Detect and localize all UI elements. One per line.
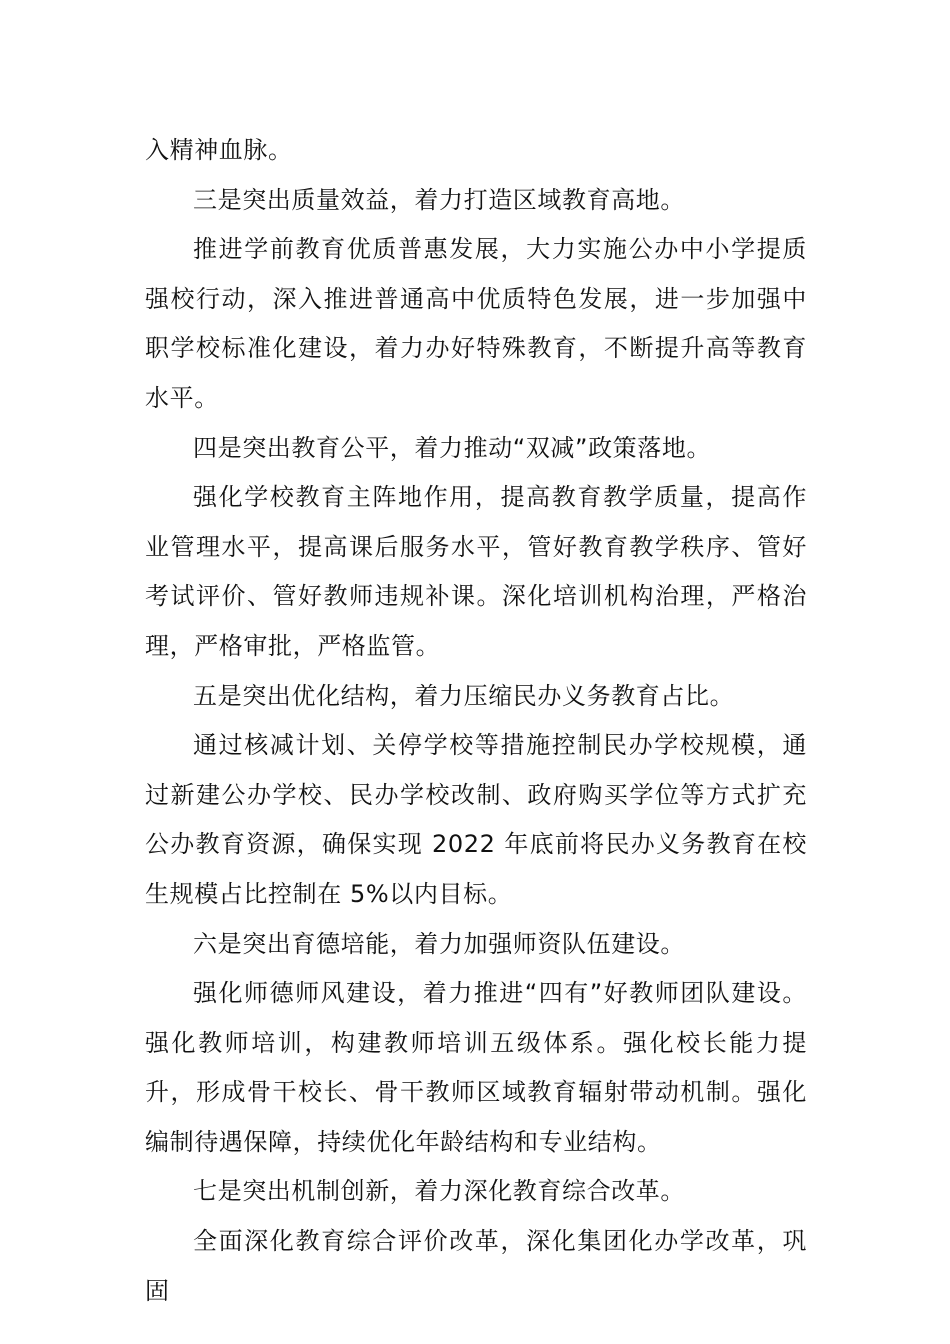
paragraph-structure: 通过核减计划、关停学校等措施控制民办学校规模，通过新建公办学校、民办学校改制、政府购买学位等方式扩充公办教育资源，确保实现 2022 年底前将民办义务教育在校生规模占比控制在 5%以内目标。 (145, 731, 807, 908)
section-heading-4: 四是突出教育公平，着力推动“双减”政策落地。 (193, 433, 712, 462)
paragraph-quality: 推进学前教育优质普惠发展，大力实施公办中小学提质强校行动，深入推进普通高中优质特色发展，进一步加强中职学校标准化建设，着力办好特殊教育，不断提升高等教育水平。 (145, 235, 807, 412)
document-body (145, 126, 807, 1316)
section-heading-7: 七是突出机制创新，着力深化教育综合改革。 (193, 1177, 685, 1206)
paragraph-equity: 强化学校教育主阵地作用，提高教育教学质量，提高作业管理水平，提高课后服务水平，管好教育教学秩序、管好考试评价、管好教师违规补课。深化培训机构治理，严格治理，严格审批，严格监管。 (145, 483, 807, 660)
paragraph-teachers: 强化师德师风建设，着力推进“四有”好教师团队建设。强化教师培训，构建教师培训五级体系。强化校长能力提升，形成骨干校长、骨干教师区域教育辐射带动机制。强化编制待遇保障，持续优化年龄结构和专业结构。 (145, 979, 807, 1156)
paragraph-reform: 全面深化教育综合评价改革，深化集团化办学改革，巩固 (145, 1227, 807, 1305)
paragraph-continuation: 入精神血脉。 (145, 136, 293, 164)
section-heading-3: 三是突出质量效益，着力打造区域教育高地。 (193, 185, 685, 214)
section-heading-6: 六是突出育德培能，着力加强师资队伍建设。 (193, 929, 685, 958)
section-heading-5: 五是突出优化结构，着力压缩民办义务教育占比。 (193, 681, 735, 710)
